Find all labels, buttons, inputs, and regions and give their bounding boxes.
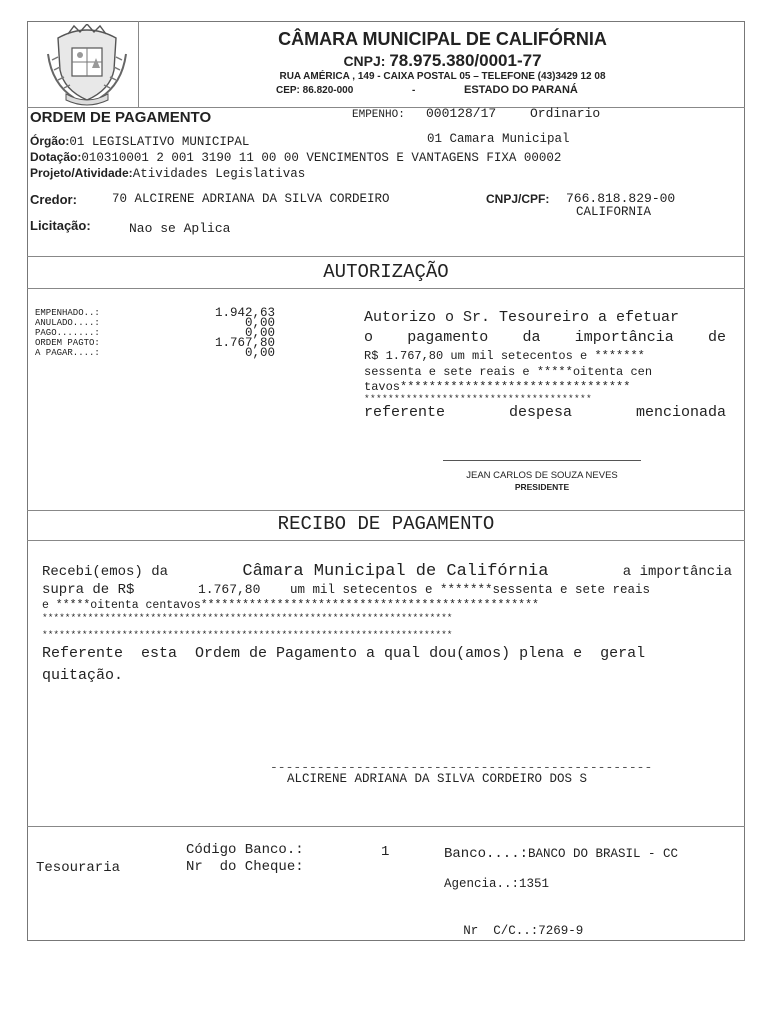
projeto-label: Projeto/Atividade:	[30, 166, 133, 180]
receipt-line5: ************************************************************************	[42, 629, 453, 640]
orgao-value: 01 LEGISLATIVO MUNICIPAL	[69, 135, 250, 149]
cep-separator: -	[412, 85, 416, 96]
receipt-line2-a: supra de R$	[42, 582, 135, 598]
empenho-label: EMPENHO:	[352, 109, 405, 121]
receipt-line1	[42, 562, 732, 582]
dotacao-value: 010310001 2 001 3190 11 00 00 VENCIMENTOS E VANTAGENS FIXA 00002	[81, 151, 562, 165]
receipt-text	[42, 562, 732, 687]
order-title: ORDEM DE PAGAMENTO	[30, 109, 212, 126]
section-rule-5	[27, 826, 745, 827]
auth-word: mencionada	[635, 404, 726, 421]
address: RUA AMÉRICA , 149 - CAIXA POSTAL 05 – TELEFONE (43)3429 12 08	[279, 71, 606, 82]
summary-label: PAGO.......:	[35, 328, 100, 338]
credor-label: Credor:	[30, 192, 77, 207]
header-bottom-rule	[27, 107, 745, 108]
org-name: CÂMARA MUNICIPAL DE CALIFÓRNIA	[278, 29, 607, 49]
authorization-summary	[35, 308, 275, 358]
receipt-line7: quitação.	[42, 667, 124, 684]
codigo-banco-value: 1	[381, 844, 390, 860]
auth-text-line6: **************************************	[364, 393, 593, 404]
president-signature-line	[443, 460, 641, 461]
city: CALIFORNIA	[576, 205, 652, 219]
banco-row	[444, 844, 678, 862]
summary-label: EMPENHADO..:	[35, 308, 100, 318]
auth-word: pagamento	[407, 329, 489, 346]
codigo-banco-label: Código Banco.:	[186, 842, 304, 858]
receipt-line1-c: a importância	[622, 564, 732, 580]
empenho-type: Ordinario	[530, 106, 601, 121]
receipt-line1-b: Câmara Municipal de Califórnia	[242, 562, 549, 581]
cnpjcpf-value: 766.818.829-00	[566, 191, 676, 206]
dotacao-label: Dotação:	[30, 150, 82, 164]
receiver-signature-line: -------------------------------------------------	[270, 760, 653, 775]
state: ESTADO DO PARANÁ	[464, 84, 578, 96]
summary-value: 0,00	[244, 346, 275, 360]
municipal-crest-icon	[44, 24, 130, 106]
recibo-title: RECIBO DE PAGAMENTO	[277, 513, 495, 535]
banco-value: BANCO DO BRASIL - CC	[528, 847, 679, 861]
summary-value: 1.942,63	[214, 306, 275, 320]
conta-label: Nr C/C..:	[463, 924, 539, 938]
orgao-unit: 01 Camara Municipal	[427, 132, 570, 146]
summary-value: 0,00	[244, 326, 275, 340]
credor-value: 70 ALCIRENE ADRIANA DA SILVA CORDEIRO	[112, 192, 390, 206]
agencia-value: 1351	[519, 877, 550, 891]
auth-text-line4: sessenta e sete reais e *****oitenta cen	[364, 365, 653, 379]
section-rule-1	[27, 256, 745, 257]
autorizacao-title: AUTORIZAÇÃO	[323, 261, 449, 283]
receipt-line3: e *****oitenta centavos*************************************************	[42, 599, 539, 612]
cheque-label: Nr do Cheque:	[186, 859, 304, 875]
receipt-line1-a: Recebi(emos) da	[42, 564, 169, 580]
summary-label: ANULADO....:	[35, 318, 100, 328]
agencia-row	[444, 874, 549, 892]
receiver-name: ALCIRENE ADRIANA DA SILVA CORDEIRO DOS S	[287, 772, 588, 786]
receipt-line6: Referente esta Ordem de Pagamento a qual dou(amos) plena e geral	[42, 645, 646, 662]
section-rule-3	[27, 510, 745, 511]
president-role: PRESIDENTE	[514, 482, 570, 492]
summary-label: A PAGAR....:	[35, 348, 100, 358]
conta-value: 7269-9	[538, 924, 584, 938]
auth-word: referente	[364, 404, 446, 421]
auth-text-line3: R$ 1.767,80 um mil setecentos e *******	[364, 349, 645, 363]
summary-value: 1.767,80	[214, 336, 275, 350]
tesouraria-label: Tesouraria	[36, 860, 121, 876]
auth-text-line7	[364, 404, 726, 424]
auth-text-line1: Autorizo o Sr. Tesoureiro a efetuar	[364, 309, 680, 326]
conta-row	[444, 903, 583, 939]
licitacao-value: Nao se Aplica	[129, 221, 231, 236]
receipt-line2	[42, 582, 732, 599]
authorization-summary-row	[35, 338, 275, 348]
receipt-line2-c: um mil setecentos e *******sessenta e sete reais	[290, 583, 651, 597]
authorization-summary-row	[35, 308, 275, 318]
auth-text-line5: tavos********************************	[364, 380, 631, 394]
cnpj-value: 78.975.380/0001-77	[389, 51, 542, 70]
auth-word: despesa	[508, 404, 572, 421]
agencia-label: Agencia..:	[444, 877, 520, 891]
cnpj-line	[140, 51, 745, 71]
section-rule-4	[27, 540, 745, 541]
cnpjcpf-label: CNPJ/CPF:	[486, 192, 550, 206]
empenho-value: 000128/17	[426, 106, 497, 121]
auth-word: da	[522, 329, 541, 346]
projeto-value: Atividades Legislativas	[132, 167, 306, 181]
president-name: JEAN CARLOS DE SOUZA NEVES	[466, 470, 618, 481]
cnpj-label: CNPJ:	[343, 53, 386, 69]
header-divider	[138, 21, 139, 108]
auth-word: importância	[574, 329, 674, 346]
cep: CEP: 86.820-000	[276, 85, 354, 96]
receipt-line4: ************************************************************************	[42, 612, 453, 623]
summary-label: ORDEM PAGTO:	[35, 338, 100, 348]
section-rule-2	[27, 288, 745, 289]
receipt-line2-b: 1.767,80	[198, 582, 261, 597]
banco-label: Banco....:	[444, 846, 529, 862]
auth-word: o	[364, 329, 374, 346]
projeto-row	[30, 164, 305, 182]
auth-word: de	[707, 329, 726, 346]
summary-value: 0,00	[244, 316, 275, 330]
licitacao-label: Licitação:	[30, 218, 91, 233]
authorization-text	[364, 309, 726, 424]
orgao-label: Órgão:	[30, 134, 70, 148]
auth-text-line2	[364, 329, 726, 349]
